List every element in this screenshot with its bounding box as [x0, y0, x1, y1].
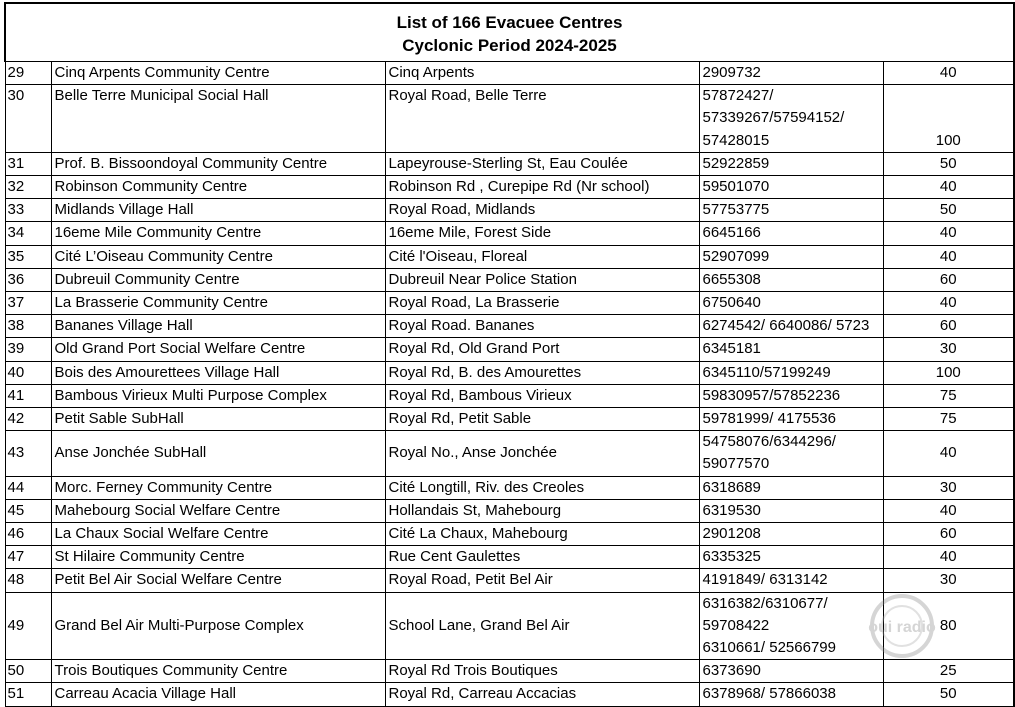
- phone-number-line: 6335325: [702, 548, 761, 566]
- table-row: [5, 523, 1014, 546]
- centre-name: La Chaux Social Welfare Centre: [51, 523, 385, 546]
- phone-number-line: 6345110/57199249: [702, 363, 831, 381]
- centre-address: Hollandais St, Mahebourg: [385, 499, 699, 522]
- capacity-value: 75: [883, 384, 1014, 407]
- capacity-value: 50: [883, 199, 1014, 222]
- phone-numbers: [699, 523, 883, 546]
- centre-name: La Brasserie Community Centre: [51, 292, 385, 315]
- table-row: [5, 85, 1014, 153]
- centre-address: Royal Rd, B. des Amourettes: [385, 361, 699, 384]
- phone-numbers: [699, 408, 883, 431]
- row-number: 39: [5, 338, 51, 361]
- phone-number-line: 59708422: [702, 616, 770, 634]
- phone-numbers: [699, 361, 883, 384]
- table-row: [5, 199, 1014, 222]
- phone-number-line: 52907099: [702, 247, 770, 265]
- centre-name: Grand Bel Air Multi-Purpose Complex: [51, 592, 385, 660]
- phone-numbers: [699, 546, 883, 569]
- phone-number-line: 4191849/ 6313142: [702, 571, 828, 589]
- table-row: [5, 408, 1014, 431]
- centre-name: Prof. B. Bissoondoyal Community Centre: [51, 152, 385, 175]
- centre-address: Lapeyrouse-Sterling St, Eau Coulée: [385, 152, 699, 175]
- row-number: 34: [5, 222, 51, 245]
- centre-name: Trois Boutiques Community Centre: [51, 660, 385, 683]
- table-row: [5, 176, 1014, 199]
- centre-address: Royal No., Anse Jonchée: [385, 431, 699, 476]
- phone-numbers: [699, 245, 883, 268]
- row-number: 51: [5, 683, 51, 706]
- centre-name: 16eme Mile Community Centre: [51, 222, 385, 245]
- centre-address: School Lane, Grand Bel Air: [385, 592, 699, 660]
- centre-name: Mahebourg Social Welfare Centre: [51, 499, 385, 522]
- phone-number-line: 57428015: [702, 131, 770, 149]
- centre-address: Royal Rd, Petit Sable: [385, 408, 699, 431]
- row-number: 42: [5, 408, 51, 431]
- phone-number-line: 54758076/6344296/: [702, 433, 836, 451]
- table-row: [5, 546, 1014, 569]
- phone-numbers: [699, 592, 883, 660]
- centre-name: Old Grand Port Social Welfare Centre: [51, 338, 385, 361]
- row-number: 44: [5, 476, 51, 499]
- centre-name: Bois des Amourettees Village Hall: [51, 361, 385, 384]
- table-row: [5, 569, 1014, 592]
- centre-name: Bambous Virieux Multi Purpose Complex: [51, 384, 385, 407]
- centre-name: Morc. Ferney Community Centre: [51, 476, 385, 499]
- row-number: 32: [5, 176, 51, 199]
- phone-numbers: [699, 660, 883, 683]
- capacity-value: 40: [883, 499, 1014, 522]
- capacity-value: 100: [883, 85, 1014, 153]
- row-number: 30: [5, 85, 51, 153]
- phone-number-line: 57753775: [702, 201, 770, 219]
- capacity-value: 50: [883, 683, 1014, 706]
- centre-name: Anse Jonchée SubHall: [51, 431, 385, 476]
- row-number: 33: [5, 199, 51, 222]
- phone-number-line: 6373690: [702, 662, 761, 680]
- centre-address: Royal Road. Bananes: [385, 315, 699, 338]
- phone-numbers: [699, 268, 883, 291]
- row-number: 45: [5, 499, 51, 522]
- centre-address: Royal Road, Petit Bel Air: [385, 569, 699, 592]
- phone-numbers: [699, 569, 883, 592]
- capacity-value: 40: [883, 245, 1014, 268]
- phone-number-line: 6316382/6310677/: [702, 594, 828, 612]
- centre-name: Belle Terre Municipal Social Hall: [51, 85, 385, 153]
- phone-number-line: 52922859: [702, 154, 770, 172]
- capacity-value: 40: [883, 431, 1014, 476]
- phone-numbers: [699, 152, 883, 175]
- phone-number-line: 59830957/57852236: [702, 386, 841, 404]
- phone-numbers: [699, 62, 883, 85]
- row-number: 29: [5, 62, 51, 85]
- centre-address: Royal Rd, Old Grand Port: [385, 338, 699, 361]
- table-row: [5, 62, 1014, 85]
- phone-number-line: 6378968/ 57866038: [702, 685, 836, 703]
- row-number: 47: [5, 546, 51, 569]
- evacuee-centres-table: [4, 2, 1015, 707]
- table-row: [5, 476, 1014, 499]
- table-row: [5, 268, 1014, 291]
- phone-numbers: [699, 476, 883, 499]
- centre-name: Cité L’Oiseau Community Centre: [51, 245, 385, 268]
- table-row: [5, 245, 1014, 268]
- capacity-value: 40: [883, 62, 1014, 85]
- capacity-value: 60: [883, 315, 1014, 338]
- centre-name: Petit Bel Air Social Welfare Centre: [51, 569, 385, 592]
- title-cell: [5, 3, 1014, 62]
- phone-numbers: [699, 315, 883, 338]
- centre-address: Robinson Rd , Curepipe Rd (Nr school): [385, 176, 699, 199]
- capacity-value: 100: [883, 361, 1014, 384]
- centre-name: Cinq Arpents Community Centre: [51, 62, 385, 85]
- phone-numbers: [699, 85, 883, 153]
- row-number: 31: [5, 152, 51, 175]
- phone-number-line: 2909732: [702, 64, 761, 81]
- row-number: 50: [5, 660, 51, 683]
- watermark-text: oui radio: [868, 619, 936, 636]
- centre-address: Royal Rd, Carreau Accacias: [385, 683, 699, 706]
- phone-number-line: 6345181: [702, 340, 761, 358]
- row-number: 36: [5, 268, 51, 291]
- phone-numbers: [699, 384, 883, 407]
- capacity-value: 75: [883, 408, 1014, 431]
- table-row: [5, 361, 1014, 384]
- capacity-value: 40: [883, 292, 1014, 315]
- row-number: 41: [5, 384, 51, 407]
- phone-numbers: [699, 222, 883, 245]
- title-row: [5, 3, 1014, 62]
- phone-numbers: [699, 431, 883, 476]
- centre-name: Carreau Acacia Village Hall: [51, 683, 385, 706]
- centre-address: Cité La Chaux, Mahebourg: [385, 523, 699, 546]
- capacity-value: 60: [883, 268, 1014, 291]
- phone-number-line: 6645166: [702, 224, 761, 242]
- page-subtitle: Cyclonic Period 2024-2025: [402, 36, 617, 55]
- table-row: [5, 499, 1014, 522]
- centre-name: Petit Sable SubHall: [51, 408, 385, 431]
- phone-number-line: 6319530: [702, 501, 761, 519]
- row-number: 48: [5, 569, 51, 592]
- centre-address: 16eme Mile, Forest Side: [385, 222, 699, 245]
- row-number: 46: [5, 523, 51, 546]
- centre-name: Robinson Community Centre: [51, 176, 385, 199]
- capacity-value: 40: [883, 546, 1014, 569]
- table-row: [5, 222, 1014, 245]
- row-number: 40: [5, 361, 51, 384]
- phone-number-line: 57339267/57594152/: [702, 109, 845, 127]
- evacuee-centres-sheet: [4, 2, 1013, 707]
- phone-numbers: [699, 499, 883, 522]
- capacity-value: 30: [883, 569, 1014, 592]
- capacity-value: 25: [883, 660, 1014, 683]
- table-row: [5, 152, 1014, 175]
- table-row: [5, 384, 1014, 407]
- row-number: 37: [5, 292, 51, 315]
- page-title: List of 166 Evacuee Centres: [396, 13, 623, 32]
- phone-number-line: 6750640: [702, 294, 761, 312]
- capacity-value: 30: [883, 338, 1014, 361]
- capacity-value: 40: [883, 176, 1014, 199]
- capacity-value: 60: [883, 523, 1014, 546]
- centre-address: Royal Rd Trois Boutiques: [385, 660, 699, 683]
- capacity-value: 40: [883, 222, 1014, 245]
- centre-address: Cité l'Oiseau, Floreal: [385, 245, 699, 268]
- phone-number-line: 59781999/ 4175536: [702, 410, 836, 428]
- table-row: [5, 292, 1014, 315]
- phone-number-line: 57872427/: [702, 87, 774, 105]
- centre-address: Royal Road, Belle Terre: [385, 85, 699, 153]
- centre-name: St Hilaire Community Centre: [51, 546, 385, 569]
- centre-address: Royal Road, Midlands: [385, 199, 699, 222]
- centre-address: Rue Cent Gaulettes: [385, 546, 699, 569]
- phone-number-line: 2901208: [702, 525, 761, 543]
- phone-numbers: [699, 338, 883, 361]
- capacity-value: 80: [883, 592, 1014, 660]
- phone-numbers: [699, 292, 883, 315]
- table-row: [5, 660, 1014, 683]
- capacity-value: 50: [883, 152, 1014, 175]
- row-number: 43: [5, 431, 51, 476]
- table-row: [5, 338, 1014, 361]
- phone-numbers: [699, 199, 883, 222]
- capacity-value: 30: [883, 476, 1014, 499]
- centre-address: Royal Road, La Brasserie: [385, 292, 699, 315]
- phone-number-line: 6310661/ 52566799: [702, 639, 836, 657]
- row-number: 49: [5, 592, 51, 660]
- centre-address: Cité Longtill, Riv. des Creoles: [385, 476, 699, 499]
- phone-number-line: 6655308: [702, 270, 761, 288]
- centre-name: Dubreuil Community Centre: [51, 268, 385, 291]
- row-number: 35: [5, 245, 51, 268]
- centre-address: Cinq Arpents: [385, 62, 699, 85]
- row-number: 38: [5, 315, 51, 338]
- table-row: [5, 315, 1014, 338]
- centre-address: Royal Rd, Bambous Virieux: [385, 384, 699, 407]
- phone-number-line: 59501070: [702, 178, 770, 196]
- phone-number-line: 6274542/ 6640086/ 5723: [702, 317, 870, 335]
- table-row: [5, 592, 1014, 660]
- phone-numbers: [699, 176, 883, 199]
- phone-number-line: 6318689: [702, 478, 761, 496]
- table-row: [5, 431, 1014, 476]
- centre-name: Bananes Village Hall: [51, 315, 385, 338]
- phone-number-line: 59077570: [702, 455, 770, 473]
- radio-logo-watermark: [866, 590, 938, 662]
- centre-address: Dubreuil Near Police Station: [385, 268, 699, 291]
- centre-name: Midlands Village Hall: [51, 199, 385, 222]
